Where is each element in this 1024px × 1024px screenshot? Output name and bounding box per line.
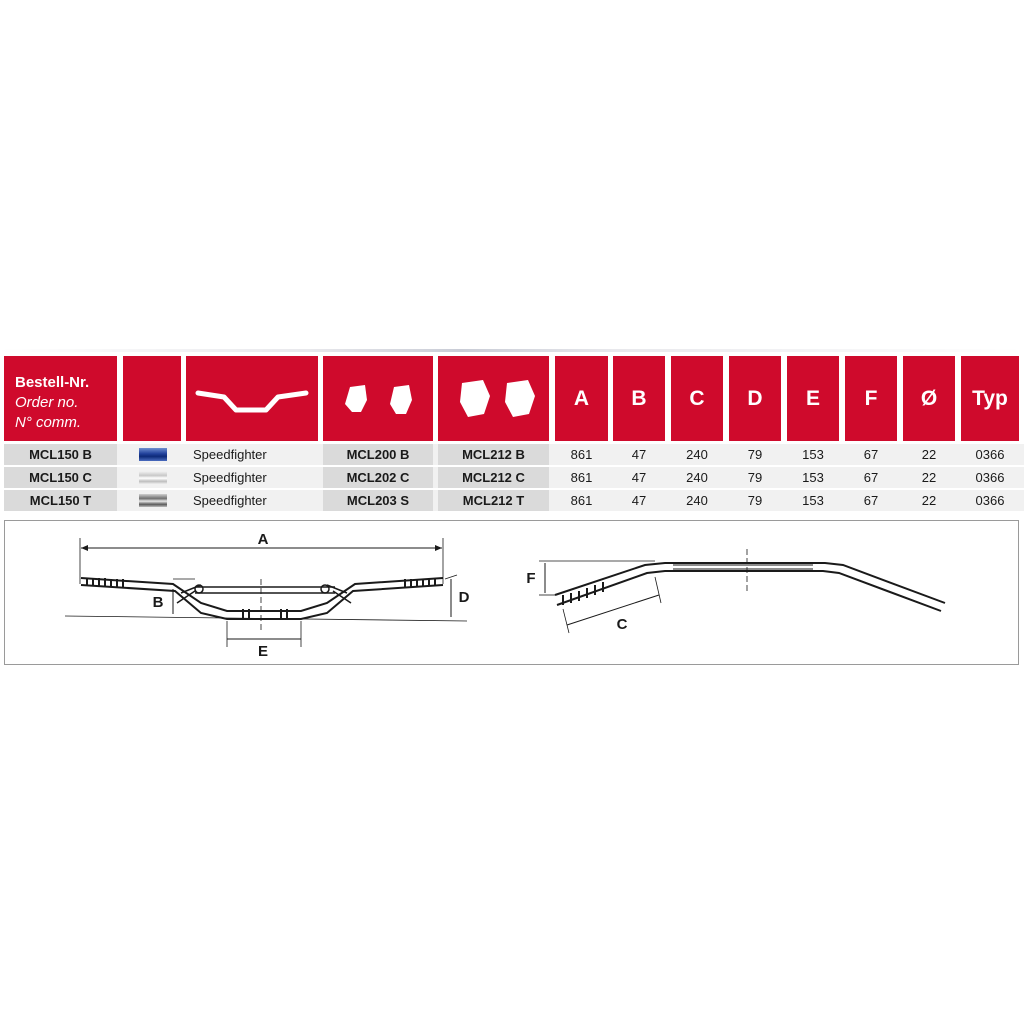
clamp-set-icon [438,356,549,441]
value-b: 47 [631,470,647,485]
clamp-set-part-number: MCL212 T [438,490,549,511]
clamp-set-part-number: MCL212 C [438,467,549,488]
order-number: MCL150 T [4,490,117,511]
col-header-b: B [613,356,665,441]
value-b: 47 [631,493,647,508]
value-diameter: 22 [921,470,937,485]
order-number-header [4,356,117,441]
color-swatch-titan [139,494,167,507]
handlebar-shape-header [186,356,318,441]
model-name: Speedfighter [193,470,267,485]
color-swatch-blue [139,448,167,461]
col-header-f: F [845,356,897,441]
value-typ: 0366 [975,470,1005,485]
value-typ: 0366 [975,493,1005,508]
value-a: 861 [570,447,593,462]
clamp-part-number: MCL202 C [323,467,433,488]
table-row [4,467,1024,488]
col-header-c: C [671,356,723,441]
dim-label-c: C [616,616,628,633]
col-header-diameter: Ø [903,356,955,441]
order-number: MCL150 B [4,444,117,465]
value-f: 67 [863,447,879,462]
value-e: 153 [802,447,824,462]
clamp-set-header [438,356,549,441]
value-e: 153 [802,493,824,508]
order-label-fr: N° comm. [15,414,81,431]
value-b: 47 [631,447,647,462]
order-number: MCL150 C [4,467,117,488]
front-view [65,538,467,647]
clamp-icon [323,356,433,441]
handlebar-dimension-drawing [5,521,1020,666]
color-header [123,356,181,441]
value-a: 861 [570,470,593,485]
value-e: 153 [802,470,824,485]
col-header-d: D [729,356,781,441]
color-swatch-chrome [139,471,167,484]
value-a: 861 [570,493,593,508]
handlebar-icon [186,356,318,441]
value-d: 79 [747,493,763,508]
dim-label-f: F [526,570,536,587]
table-row [4,444,1024,465]
model-name: Speedfighter [193,447,267,462]
clamp-header [323,356,433,441]
value-typ: 0366 [975,447,1005,462]
value-d: 79 [747,447,763,462]
value-diameter: 22 [921,447,937,462]
header-top-line [0,349,1024,352]
clamp-part-number: MCL203 S [323,490,433,511]
value-diameter: 22 [921,493,937,508]
clamp-part-number: MCL200 B [323,444,433,465]
value-c: 240 [686,470,708,485]
dim-label-b: B [152,594,164,611]
clamp-set-part-number: MCL212 B [438,444,549,465]
value-f: 67 [863,493,879,508]
value-c: 240 [686,493,708,508]
value-f: 67 [863,470,879,485]
dim-label-d: D [458,589,470,606]
dim-label-a: A [257,531,269,548]
model-name: Speedfighter [193,493,267,508]
order-label-en: Order no. [15,394,79,411]
side-view [539,549,945,633]
col-header-a: A [555,356,608,441]
value-d: 79 [747,470,763,485]
value-c: 240 [686,447,708,462]
col-header-e: E [787,356,839,441]
col-header-typ: Typ [961,356,1019,441]
order-label-de: Bestell-Nr. [15,374,90,391]
dim-label-e: E [257,643,269,660]
dimension-diagram [4,520,1019,665]
table-row [4,490,1024,511]
